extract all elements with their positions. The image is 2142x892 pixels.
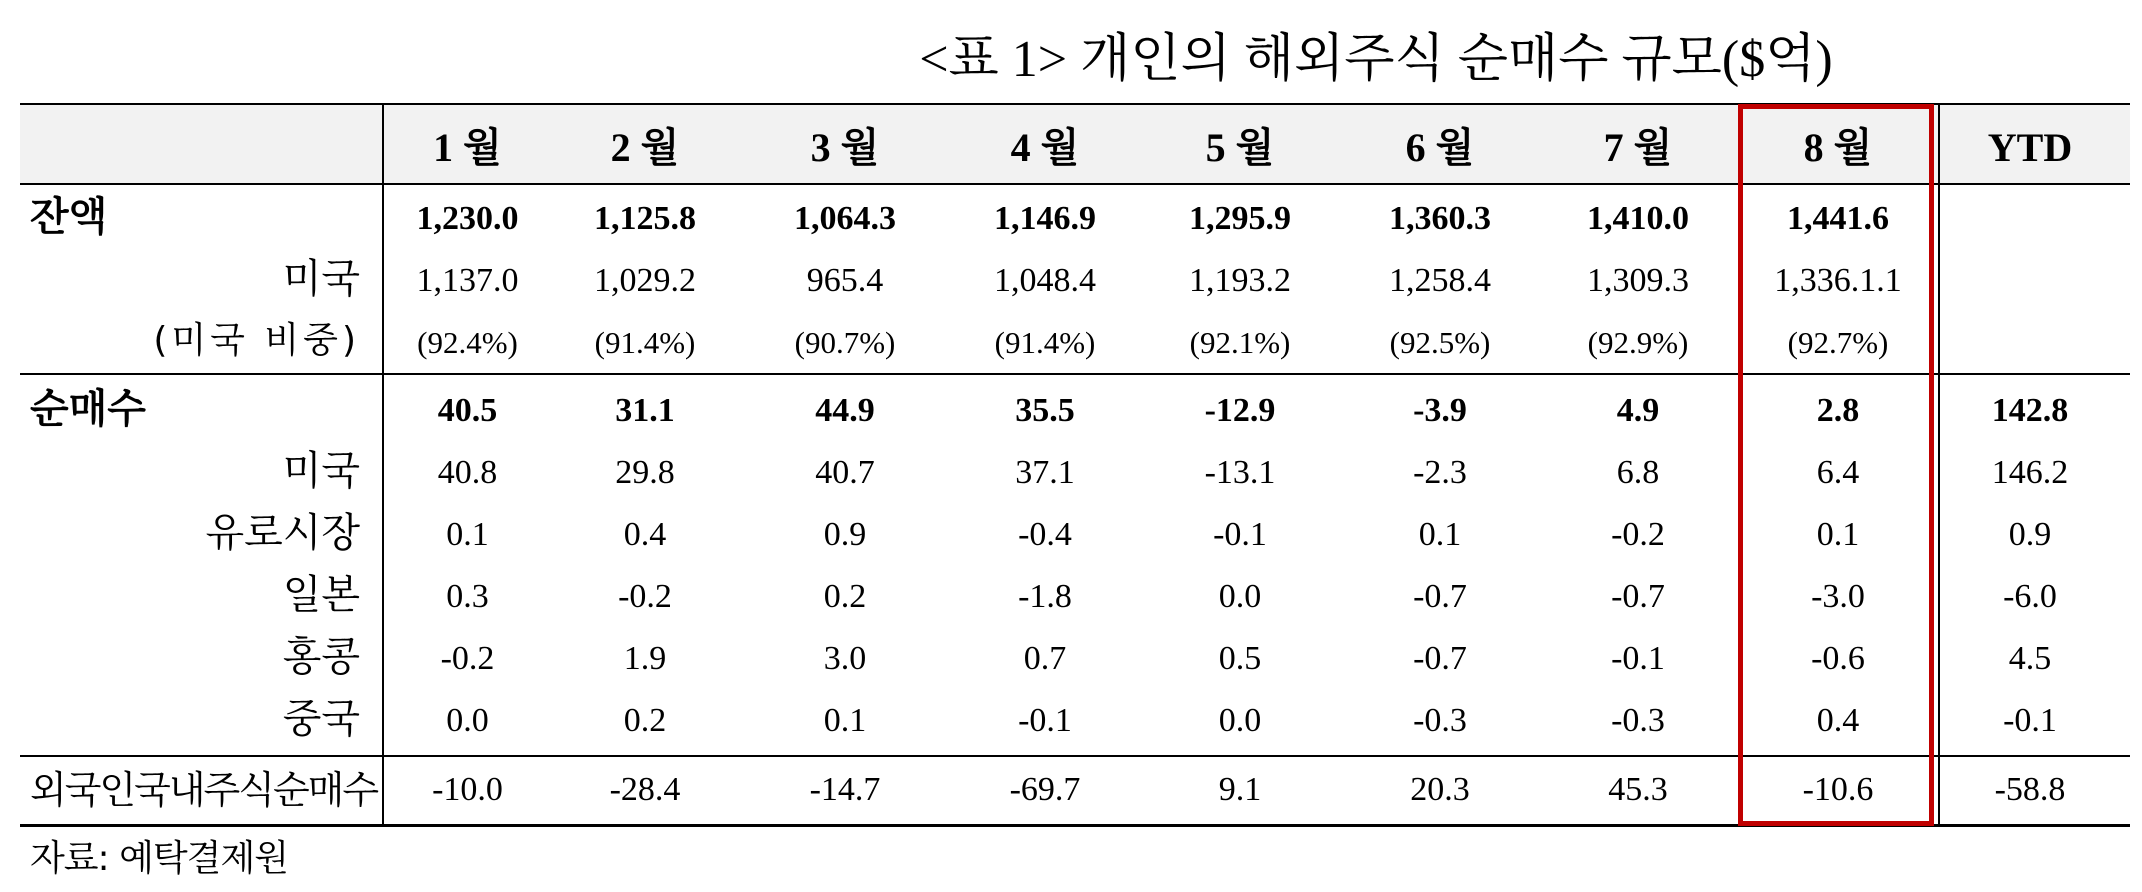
cell-us-share-5: (92.5%): [1389, 325, 1491, 360]
cell-netbuy-4: -12.9: [1204, 392, 1276, 429]
cell-china-1: 0.2: [623, 702, 667, 739]
row-label-netbuy-us: 미국: [282, 448, 360, 494]
cell-euro-5: 0.1: [1418, 516, 1462, 553]
cell-balance-us-5: 1,258.4: [1389, 262, 1491, 299]
header-apr: 4 월: [1010, 125, 1080, 170]
header-jul: 7 월: [1603, 125, 1673, 170]
cell-china-4: 0.0: [1218, 702, 1262, 739]
cell-balance-4: 1,295.9: [1189, 200, 1291, 237]
rule-label-divider: [382, 103, 384, 827]
cell-foreign-4: 9.1: [1218, 771, 1262, 808]
cell-balance-1: 1,125.8: [594, 200, 696, 237]
cell-balance-us-2: 965.4: [806, 262, 884, 299]
cell-us-share-1: (91.4%): [594, 325, 696, 360]
cell-us-share-7: (92.7%): [1787, 325, 1889, 360]
cell-netbuy-us-3: 37.1: [1015, 454, 1075, 491]
cell-balance-us-4: 1,193.2: [1189, 262, 1291, 299]
row-label-netbuy: 순매수: [30, 386, 146, 432]
table-title: <표 1> 개인의 해외주식 순매수 규모($억): [919, 31, 1833, 88]
row-label-japan: 일본: [282, 572, 360, 618]
cell-japan-0: 0.3: [446, 578, 489, 615]
row-label-balance-us: 미국: [282, 256, 360, 302]
cell-china-2: 0.1: [823, 702, 867, 739]
cell-euro-4: -0.1: [1213, 516, 1267, 553]
cell-netbuy-5: -3.9: [1413, 392, 1467, 429]
cell-china-6: -0.3: [1611, 702, 1665, 739]
header-may: 5 월: [1205, 125, 1275, 170]
cell-japan-6: -0.7: [1611, 578, 1665, 615]
cell-balance-3: 1,146.9: [994, 200, 1096, 237]
cell-hongkong-3: 0.7: [1023, 640, 1067, 677]
cell-netbuy-us-7: 6.4: [1816, 454, 1860, 491]
cell-balance-5: 1,360.3: [1389, 200, 1491, 237]
cell-us-share-4: (92.1%): [1189, 325, 1291, 360]
cell-euro-1: 0.4: [623, 516, 667, 553]
cell-netbuy-us-0: 40.8: [437, 454, 498, 491]
source-note: 자료: 예탁결제원: [30, 838, 289, 879]
cell-foreign-2: -14.7: [809, 771, 881, 808]
cell-euro-0: 0.1: [446, 516, 489, 553]
cell-us-share-2: (90.7%): [794, 325, 896, 360]
cell-balance-us-3: 1,048.4: [994, 262, 1096, 299]
cell-japan-4: 0.0: [1218, 578, 1262, 615]
cell-balance-us-0: 1,137.0: [416, 262, 519, 299]
cell-balance-us-1: 1,029.2: [594, 262, 696, 299]
header-ytd: YTD: [1987, 125, 2073, 170]
row-label-euro: 유로시장: [205, 510, 360, 556]
cell-netbuy-us-5: -2.3: [1413, 454, 1467, 491]
cell-china-0: 0.0: [446, 702, 489, 739]
cell-us-share-3: (91.4%): [994, 325, 1096, 360]
header-feb: 2 월: [610, 125, 680, 170]
august-highlight-box: [1738, 104, 1934, 826]
cell-hongkong-6: -0.1: [1611, 640, 1665, 677]
cell-foreign-5: 20.3: [1410, 771, 1470, 808]
cell-japan-7: -3.0: [1811, 578, 1865, 615]
cell-hongkong-2: 3.0: [823, 640, 867, 677]
cell-hongkong-0: -0.2: [440, 640, 495, 677]
cell-euro-2: 0.9: [823, 516, 867, 553]
cell-china-3: -0.1: [1018, 702, 1072, 739]
cell-hongkong-7: -0.6: [1811, 640, 1865, 677]
cell-netbuy-2: 44.9: [815, 392, 875, 429]
cell-hongkong-5: -0.7: [1413, 640, 1467, 677]
cell-euro-7: 0.1: [1816, 516, 1860, 553]
cell-china-7: 0.4: [1816, 702, 1860, 739]
cell-china-8: -0.1: [2003, 702, 2057, 739]
header-mar: 3 월: [810, 125, 880, 170]
cell-foreign-6: 45.3: [1608, 771, 1668, 808]
cell-foreign-7: -10.6: [1802, 771, 1874, 808]
row-label-foreign: 외국인국내주식순매수: [30, 768, 378, 812]
cell-euro-3: -0.4: [1018, 516, 1072, 553]
cell-japan-1: -0.2: [618, 578, 672, 615]
row-label-hongkong: 홍콩: [282, 634, 360, 680]
cell-japan-5: -0.7: [1413, 578, 1467, 615]
cell-netbuy-us-8: 146.2: [1991, 454, 2069, 491]
row-label-china: 중국: [282, 696, 360, 742]
cell-balance-6: 1,410.0: [1587, 200, 1689, 237]
cell-foreign-1: -28.4: [609, 771, 681, 808]
cell-balance-0: 1,230.0: [416, 200, 519, 237]
cell-china-5: -0.3: [1413, 702, 1467, 739]
cell-euro-8: 0.9: [2008, 516, 2052, 553]
cell-japan-8: -6.0: [2003, 578, 2057, 615]
cell-balance-7: 1,441.6: [1787, 200, 1889, 237]
cell-netbuy-8: 142.8: [1991, 392, 2069, 429]
cell-netbuy-us-1: 29.8: [615, 454, 675, 491]
header-jan: 1 월: [433, 125, 502, 170]
cell-balance-us-7: 1,336.1.1: [1774, 262, 1902, 299]
cell-hongkong-1: 1.9: [623, 640, 667, 677]
cell-netbuy-1: 31.1: [615, 392, 675, 429]
cell-foreign-8: -58.8: [1994, 771, 2066, 808]
cell-euro-6: -0.2: [1611, 516, 1665, 553]
cell-balance-2: 1,064.3: [794, 200, 896, 237]
cell-netbuy-us-2: 40.7: [815, 454, 875, 491]
cell-foreign-0: -10.0: [432, 771, 503, 808]
cell-japan-2: 0.2: [823, 578, 867, 615]
header-jun: 6 월: [1405, 125, 1475, 170]
cell-netbuy-us-4: -13.1: [1204, 454, 1276, 491]
cell-us-share-0: (92.4%): [417, 325, 518, 360]
cell-us-share-6: (92.9%): [1587, 325, 1689, 360]
row-label-us-share: (미국 비중): [153, 320, 360, 361]
cell-netbuy-0: 40.5: [437, 392, 498, 429]
cell-netbuy-us-6: 6.8: [1616, 454, 1660, 491]
cell-japan-3: -1.8: [1018, 578, 1072, 615]
cell-balance-us-6: 1,309.3: [1587, 262, 1689, 299]
cell-hongkong-4: 0.5: [1218, 640, 1262, 677]
cell-netbuy-7: 2.8: [1816, 392, 1860, 429]
header-aug: 8 월: [1803, 125, 1873, 170]
row-label-balance: 잔액: [30, 194, 108, 240]
cell-hongkong-8: 4.5: [2008, 640, 2052, 677]
cell-netbuy-6: 4.9: [1616, 392, 1660, 429]
cell-foreign-3: -69.7: [1009, 771, 1081, 808]
cell-netbuy-3: 35.5: [1015, 392, 1075, 429]
